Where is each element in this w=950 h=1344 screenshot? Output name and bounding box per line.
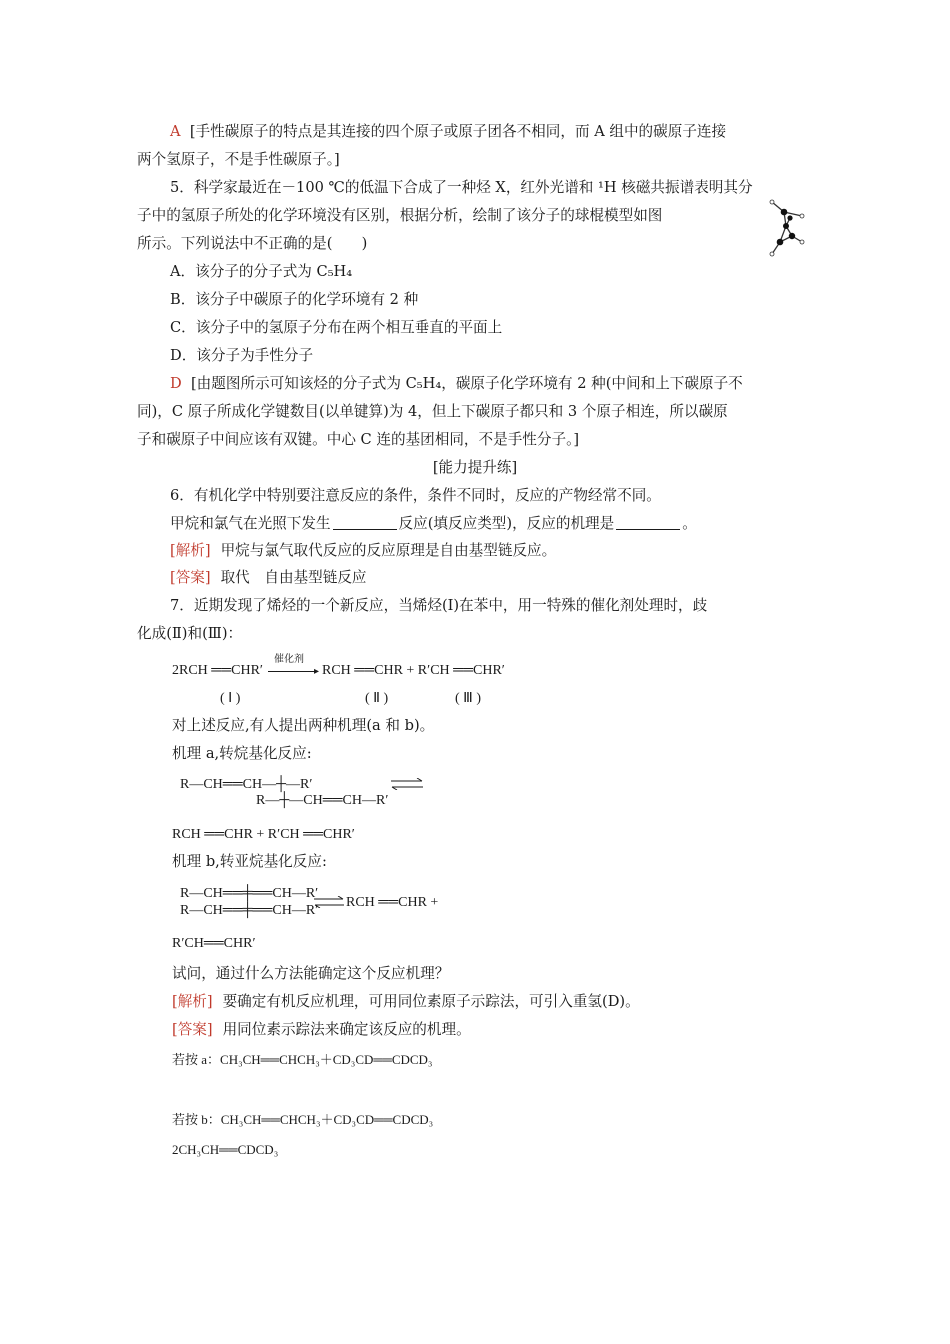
q7-mech-b-top: R—CH══╪══CH—R′ <box>180 886 319 901</box>
q5-explanation-2: 同)，C 原子所成化学键数目(以单键算)为 4，但上下碳原子都只和 3 个原子相连，所以碳原 <box>137 403 728 420</box>
q6-answer: 取代 自由基型链反应 <box>220 569 367 586</box>
q7-stem-line1: 7．近期发现了烯烃的一个新反应，当烯烃(Ⅰ)在苯中，用一特殊的催化剂处理时，歧 <box>170 597 708 614</box>
q5-option-d: D．该分子为手性分子 <box>170 347 314 364</box>
q7-reaction-left: 2RCH ══CHR′ <box>172 663 263 678</box>
q7-case-b-result: 2CH₃CH══CDCD₃ <box>172 1142 279 1157</box>
q7-mechanism-a-title: 机理 a,转烷基化反应: <box>172 745 312 762</box>
q5-explanation-1: [由题图所示可知该烃的分子式为 C₅H₄，碳原子化学环境有 2 种(中间和上下碳原子不 <box>190 375 743 392</box>
q7-mechanism-b-title: 机理 b,转亚烷基化反应: <box>172 853 327 870</box>
q6-line2-part3: 。 <box>682 515 697 532</box>
q4-answer-letter: A <box>170 123 181 140</box>
q7-case-b: 若按 b：CH₃CH══CHCH₃＋CD₃CD══CDCD₃ <box>172 1112 434 1127</box>
q6-blank-2[interactable] <box>616 515 680 530</box>
q4-explanation: [手性碳原子的特点是其连接的四个原子或原子团各不相同，而 A 组中的碳原子连接 <box>189 123 727 140</box>
q4-explanation-2: 两个氢原子，不是手性碳原子。] <box>137 151 340 168</box>
ball-stick-model-image <box>762 196 812 260</box>
q7-mech-a-top: R—CH══CH—┼—R′ <box>180 777 313 792</box>
q7-stem-line2: 化成(Ⅱ)和(Ⅲ)： <box>137 625 243 642</box>
q7-analysis: 要确定有机反应机理，可用同位素原子示踪法，可引入重氢(D)。 <box>222 993 640 1010</box>
q6-line2-part2: 反应(填反应类型)，反应的机理是 <box>398 515 615 532</box>
q7-analysis-line <box>172 992 640 1012</box>
q5-answer-line <box>170 374 743 394</box>
q7-reaction-arrow <box>268 671 318 672</box>
q7-mech-a-result: RCH ══CHR + R′CH ══CHR′ <box>172 827 355 842</box>
q6-stem-line1: 6．有机化学中特别要注意反应的条件，条件不同时，反应的产物经常不同。 <box>170 487 661 504</box>
q7-arrow-head-icon: ▸ <box>314 666 320 677</box>
q7-mech-b-equilibrium-arrow-icon <box>313 896 345 908</box>
q6-line2-part1: 甲烷和氯气在光照下发生 <box>170 515 331 532</box>
q6-stem-line2 <box>170 514 697 534</box>
section-title: [能力提升练] <box>432 459 518 476</box>
q7-answer: 用同位素示踪法来确定该反应的机理。 <box>222 1021 471 1038</box>
q6-analysis-line <box>170 541 556 561</box>
q7-mech-a-equilibrium-arrow-icon <box>390 778 424 790</box>
q7-reaction-catalyst: 催化剂 <box>274 654 304 665</box>
q6-answer-line <box>170 568 367 588</box>
q7-mech-b-bottom: R—CH══╪══CH—R′ <box>180 903 319 918</box>
q6-analysis-tag: [解析] <box>170 542 211 559</box>
q7-question: 试问，通过什么方法能确定这个反应机理？ <box>172 965 450 982</box>
q5-stem-line1: 5．科学家最近在－100 ℃的低温下合成了一种烃 X，红外光谱和 ¹H 核磁共振谱表明其分 <box>170 179 753 196</box>
q6-answer-tag: [答案] <box>170 569 211 586</box>
q7-answer-line <box>172 1020 471 1040</box>
q5-option-c: C．该分子中的氢原子分布在两个相互垂直的平面上 <box>170 319 503 336</box>
q5-option-b: B．该分子中碳原子的化学环境有 2 种 <box>170 291 419 308</box>
q7-mech-a-bottom: R—┼—CH══CH—R′ <box>256 793 389 808</box>
q5-option-a: A．该分子的分子式为 C₅H₄ <box>170 263 353 280</box>
q5-stem-line3: 所示。下列说法中不正确的是( ) <box>137 235 368 252</box>
q5-stem-line2: 子中的氢原子所处的化学环境没有区别，根据分析，绘制了该分子的球棍模型如图 <box>137 207 663 224</box>
q7-label-1: ( Ⅰ ) <box>220 691 241 706</box>
q7-mechanism-intro: 对上述反应,有人提出两种机理(a 和 b)。 <box>172 717 435 734</box>
q7-case-a: 若按 a：CH₃CH══CHCH₃＋CD₃CD══CDCD₃ <box>172 1052 433 1067</box>
q7-answer-tag: [答案] <box>172 1021 213 1038</box>
q7-label-3: ( Ⅲ ) <box>455 691 481 706</box>
q7-label-2: ( Ⅱ ) <box>365 691 389 706</box>
q5-explanation-3: 子和碳原子中间应该有双键。中心 C 连的基团相同，不是手性分子。] <box>137 431 580 448</box>
q7-analysis-tag: [解析] <box>172 993 213 1010</box>
q7-reaction-right: RCH ══CHR + R′CH ══CHR′ <box>322 663 505 678</box>
q7-mech-b-result2: R′CH══CHR′ <box>172 936 256 951</box>
q5-answer-letter: D <box>170 375 182 392</box>
q7-mech-b-result: RCH ══CHR + <box>346 895 439 910</box>
q6-blank-1[interactable] <box>333 515 397 530</box>
q6-analysis: 甲烷与氯气取代反应的反应原理是自由基型链反应。 <box>220 542 557 559</box>
q4-answer-line <box>170 122 726 142</box>
